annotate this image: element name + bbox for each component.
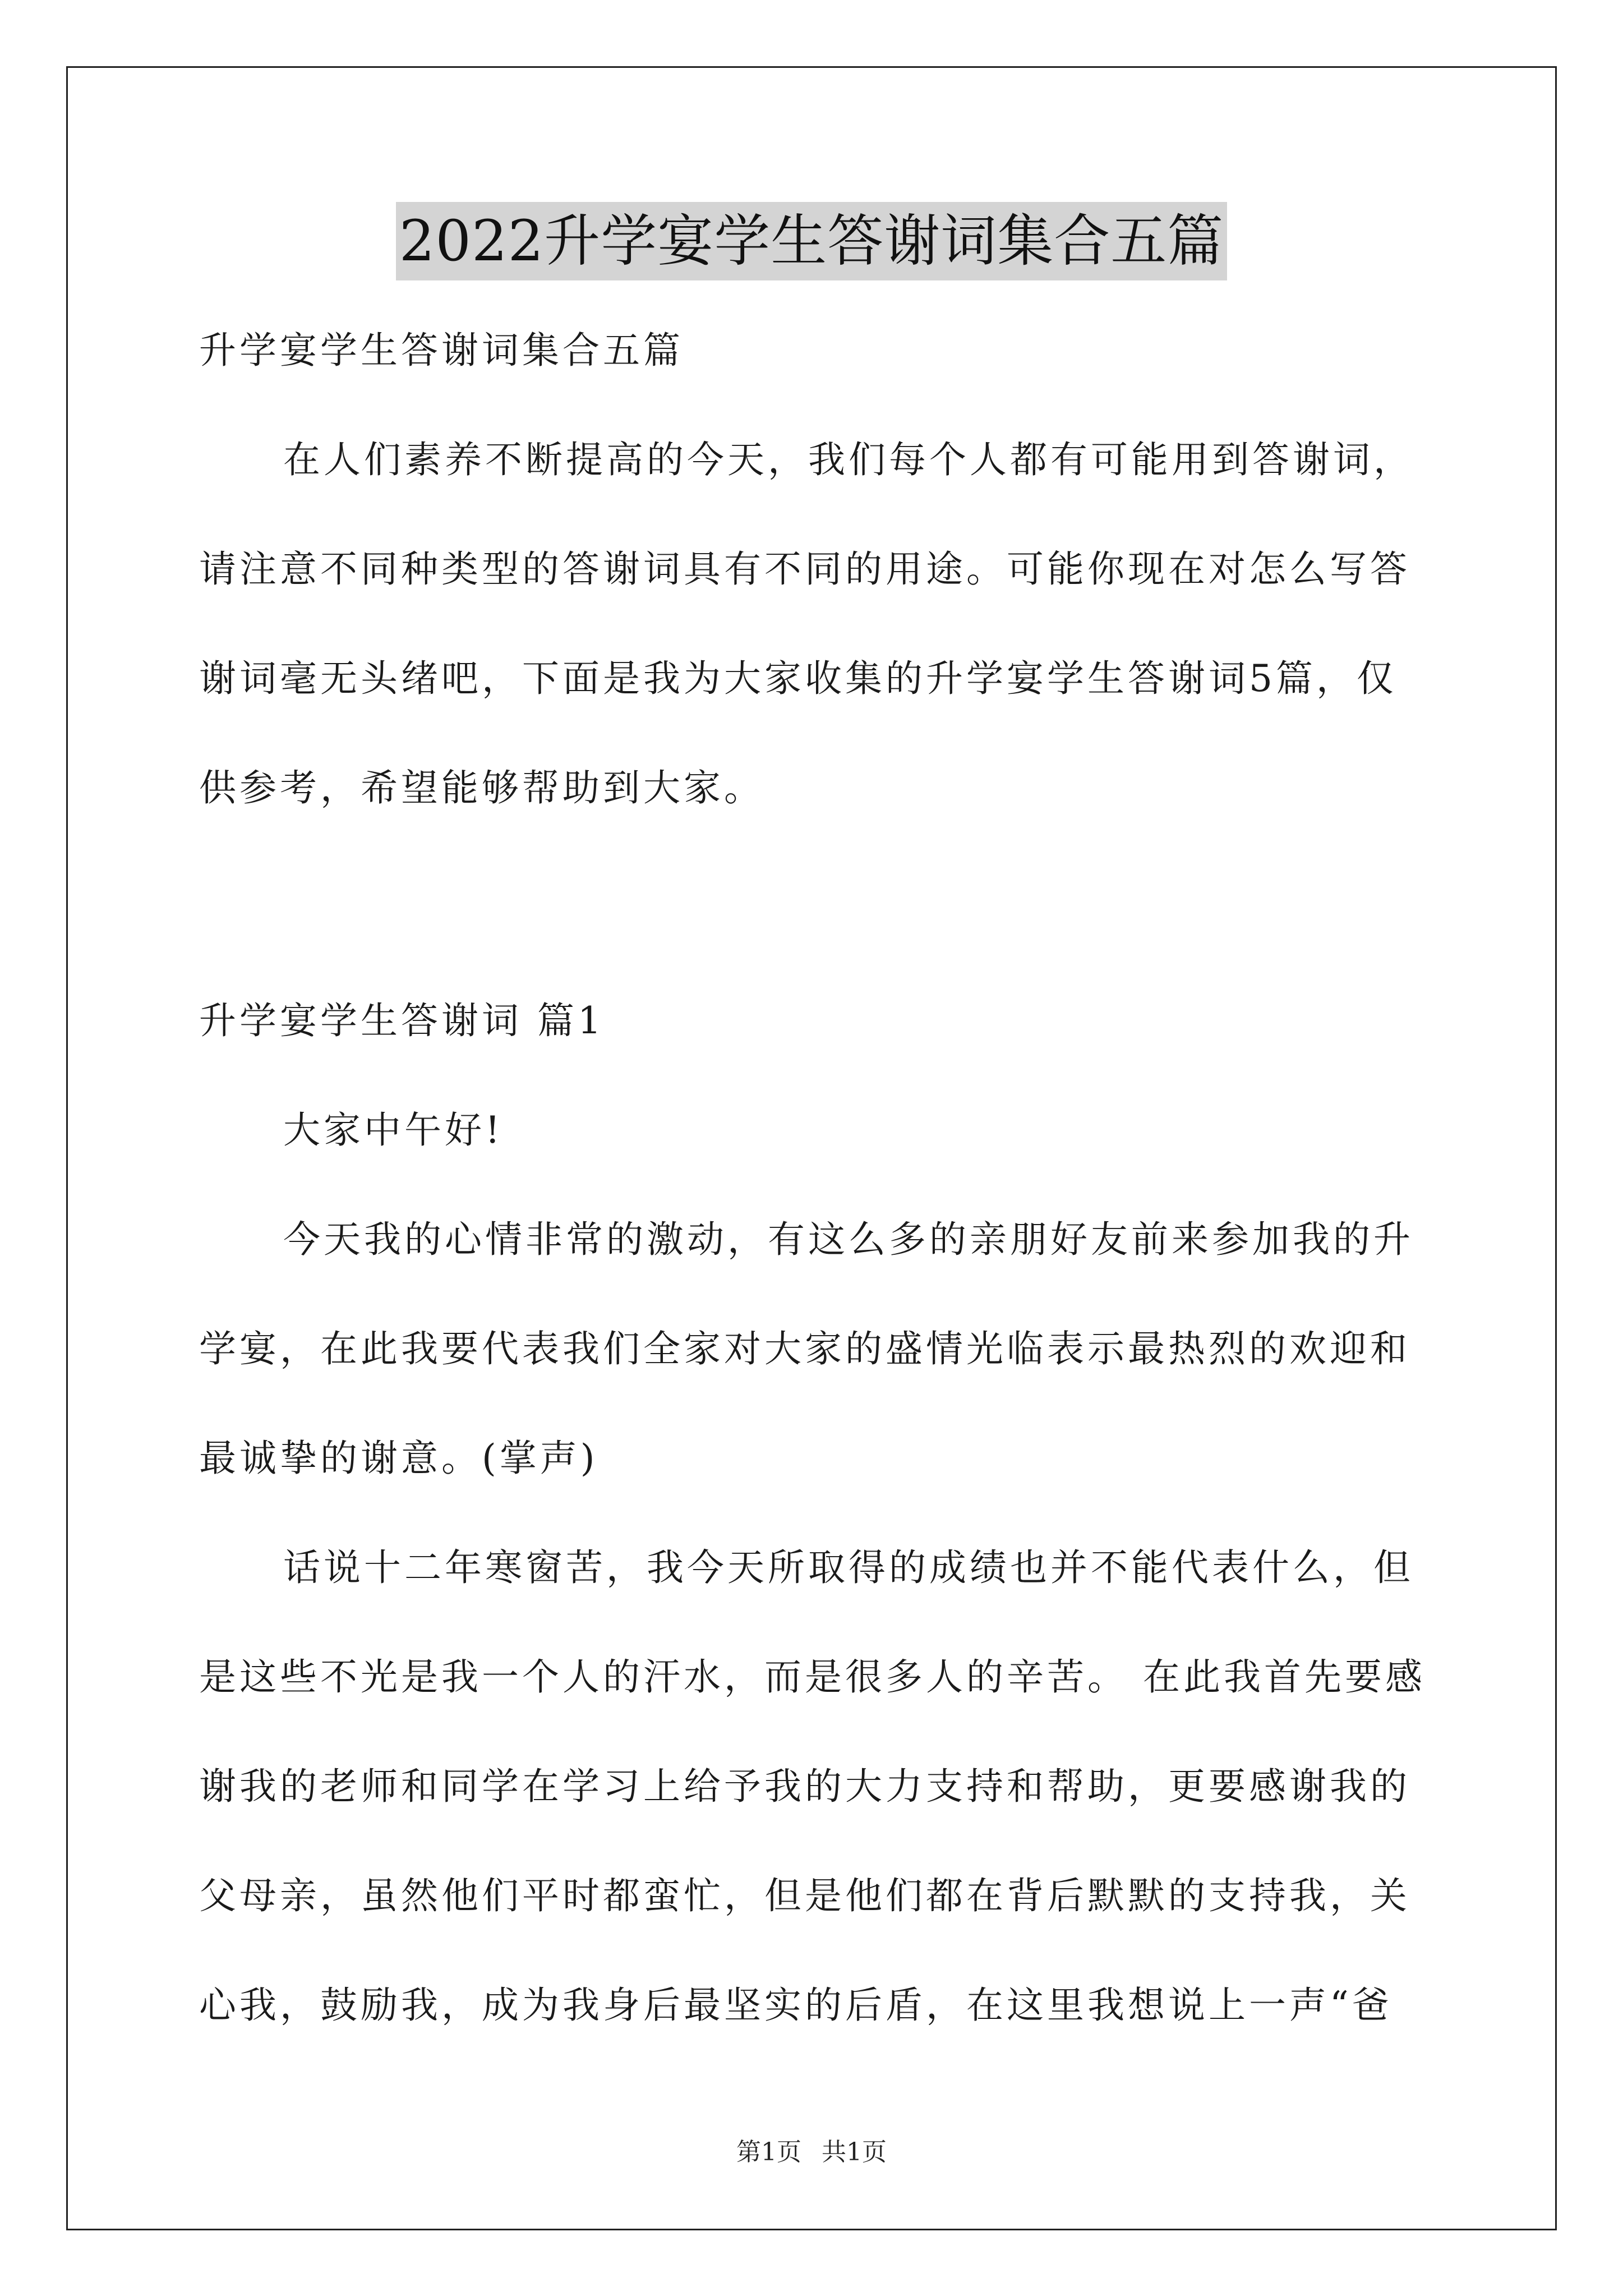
section-heading: 升学宴学生答谢词 篇1: [199, 999, 605, 1042]
paragraph-line: 学宴，在此我要代表我们全家对大家的盛情光临表示最热烈的欢迎和: [199, 1327, 1410, 1370]
greeting: 大家中午好!: [283, 1108, 504, 1152]
paragraph-line: 今天我的心情非常的激动，有这么多的亲朋好友前来参加我的升: [283, 1218, 1414, 1261]
title-container: [0, 202, 1623, 280]
page-footer: [0, 2132, 1623, 2168]
page-total: 共1页: [822, 2138, 887, 2166]
paragraph-line: 是这些不光是我一个人的汗水，而是很多人的辛苦。 在此我首先要感: [199, 1655, 1426, 1699]
paragraph-line: 话说十二年寒窗苦，我今天所取得的成绩也并不能代表什么，但: [283, 1546, 1414, 1589]
paragraph-line: 最诚挚的谢意。(掌声): [199, 1437, 598, 1480]
document-title: 2022升学宴学生答谢词集合五篇: [396, 202, 1228, 280]
intro-line: 谢词毫无头绪吧，下面是我为大家收集的升学宴学生答谢词5篇，仅: [199, 657, 1397, 700]
paragraph-line: 谢我的老师和同学在学习上给予我的大力支持和帮助，更要感谢我的: [199, 1765, 1410, 1808]
paragraph-line: 心我，鼓励我，成为我身后最坚实的后盾，在这里我想说上一声“爸: [199, 1984, 1393, 2027]
intro-line: 供参考，希望能够帮助到大家。: [199, 766, 764, 809]
subtitle: 升学宴学生答谢词集合五篇: [199, 329, 684, 372]
page-number: 第1页: [736, 2138, 801, 2166]
intro-line: 请注意不同种类型的答谢词具有不同的用途。可能你现在对怎么写答: [199, 547, 1410, 591]
intro-line: 在人们素养不断提高的今天，我们每个人都有可能用到答谢词，: [283, 438, 1414, 481]
paragraph-line: 父母亲，虽然他们平时都蛮忙，但是他们都在背后默默的支持我，关: [199, 1874, 1410, 1917]
